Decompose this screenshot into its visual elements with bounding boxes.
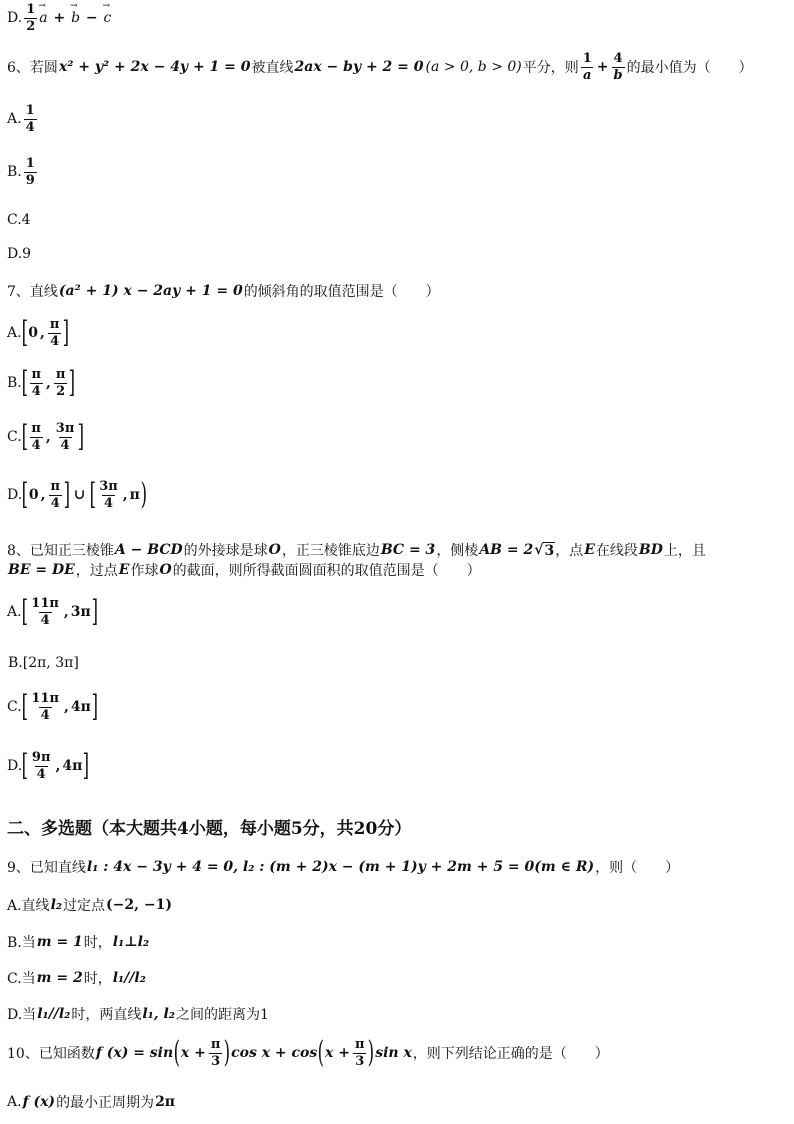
q7-option-b[interactable]: B. [ $\frac{\pi}{4}$ , $\frac{\pi}{2}$ ] — [7, 365, 76, 401]
question-7-stem: 7、直线 (a² + 1) x − 2ay + 1 = 0 的倾斜角的取值范围是（ ） — [7, 283, 440, 300]
vector-b: → b — [71, 10, 80, 26]
q8-option-a[interactable]: A. [ $\frac{11\pi}{4}$ , 3π ] — [7, 594, 98, 630]
q7-option-c[interactable]: C. [ $\frac{\pi}{4}$ , $\frac{3\pi}{4}$ ] — [7, 419, 85, 455]
q9-option-a[interactable]: A.直线 l₂ 过定点 (−2, −1) — [7, 897, 172, 914]
question-9-stem: 9、已知直线 l₁ : 4x − 3y + 4 = 0, l₂ : (m + 2)x − (m + 1)y + 2m + 5 = 0(m ∈ R) ，则（ ） — [7, 859, 680, 876]
q7-option-a[interactable]: A. [ 0 , $\frac{\pi}{4}$ ] — [7, 315, 70, 351]
question-8-stem-line-2: BE = DE ，过点 E 作球 O 的截面，则所得截面圆面积的取值范围是（ ） — [8, 562, 481, 579]
q9-option-d[interactable]: D.当 l₁//l₂ 时，两直线 l₁, l₂ 之间的距离为1 — [7, 1006, 269, 1023]
q6-option-b[interactable]: B. $\frac{1}{9}$ — [7, 156, 35, 188]
question-8-stem-line-1: 8、已知正三棱锥 A − BCD 的外接球是球 O ，正三棱锥底边 BC = 3 ，侧棱 AB = 2 √ 3 ，点 E 在线段 BD 上，且 — [7, 541, 706, 559]
q6-option-a[interactable]: A. $\frac{1}{4}$ — [7, 103, 35, 135]
q8-option-d[interactable]: D. [ $\frac{9\pi}{4}$ , 4π ] — [7, 748, 90, 784]
q6-option-c[interactable]: C.4 — [7, 212, 31, 228]
fraction-1-over-a: $\frac{1}{a}$ — [582, 51, 592, 83]
vector-a: → a — [39, 10, 47, 26]
q10-option-a[interactable]: A. f (x) 的最小正周期为 2π — [7, 1094, 176, 1111]
q9-option-c[interactable]: C.当 m = 2 时， l₁//l₂ — [7, 970, 146, 987]
question-6-stem: 6、若圆 x² + y² + 2x − 4y + 1 = 0 被直线 2ax − by + 2 = 0 (a > 0, b > 0) 平分，则 $\frac{1}{a}$ + $\frac{4}{b}$ 的最小值为（ ） — [7, 51, 753, 83]
q6-option-d[interactable]: D.9 — [7, 246, 32, 262]
q8-option-c[interactable]: C. [ $\frac{11\pi}{4}$ , 4π ] — [7, 689, 98, 725]
fraction: $\frac{1}{2}$ — [26, 2, 36, 34]
vector-c: → c — [104, 10, 112, 26]
q8-option-b[interactable]: B.[2π, 3π] — [8, 655, 79, 671]
q5-option-d[interactable]: D. $\frac{1}{2}$ → a + → b − → c — [7, 3, 111, 33]
q9-option-b[interactable]: B.当 m = 1 时， l₁⊥l₂ — [7, 934, 150, 951]
q7-option-d[interactable]: D. [ 0 , $\frac{\pi}{4}$ ] ∪ [ $\frac{3\pi}{4}$ , π ) — [7, 477, 147, 513]
section-heading: 二、多选题（本大题共4小题，每小题5分，共20分） — [7, 819, 412, 839]
question-10-stem: 10、已知函数 f (x) = sin ( x + $\frac{\pi}{3}$ ) cos x + cos ( x + $\frac{\pi}{3}$ ) sin x ，则下列结论正确的是（ ） — [7, 1035, 609, 1071]
fraction-4-over-b: $\frac{4}{b}$ — [613, 51, 623, 83]
sqrt: √ 3 — [534, 541, 555, 559]
